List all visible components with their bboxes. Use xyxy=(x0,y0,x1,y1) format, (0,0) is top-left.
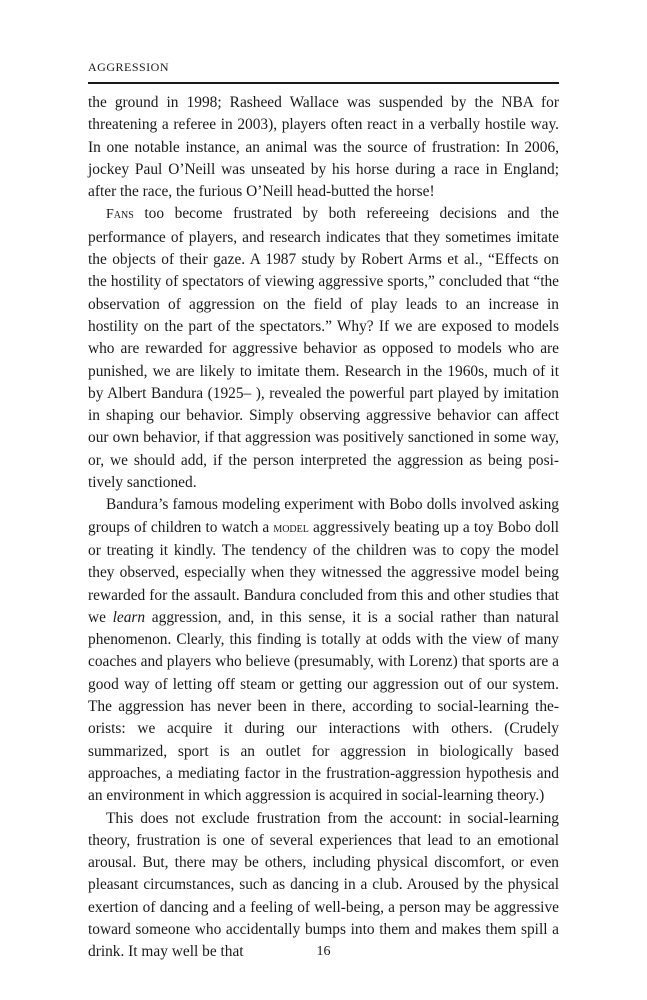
page-number: 16 xyxy=(316,944,331,959)
paragraph-1 xyxy=(88,92,559,203)
body-text xyxy=(88,92,559,964)
paragraph-2 xyxy=(88,203,559,494)
book-page xyxy=(88,60,559,964)
text-run: Bandura’s famous modeling experiment with Bobo dolls involved asking groups of children to watch a xyxy=(88,496,559,536)
text-run: This does not exclude frustration from the account: in social-learning theory, frustration is one of several experiences that lead to an emotional arousal. But, there may be others, including physical discomfort, or even pleasant circumstances, such as dancing in a club. Aroused by the physical exertion of dancing and a feeling of well-being, a person may be aggressive toward someone who accidentally bumps into them and makes them spill a drink. It may well be that xyxy=(88,809,559,961)
smallcaps-term: model xyxy=(273,520,309,536)
text-run: the ground in 1998; Rasheed Wallace was suspended by the NBA for threatening a referee in 2003), players often react in a verbally hostile way. In one notable instance, an animal was the source of frustration: In 2006, jockey Paul O’Neill was unseated by his horse during a race in England; after the race, the furious O’Neill head-butted the horse! xyxy=(88,94,559,201)
running-head: AGGRESSION xyxy=(88,60,559,84)
text-run: too become frustrated by both refereeing decisions and the performance of players, and research indicates that they sometimes imitate the objects of their gaze. A 1987 study by Robert Arms et al., “Effects on the hostility of spectators of viewing aggressive sports,” concluded that “the observation of aggression on the field of play leads to an increase in hostility on the part of the spectators.” Why? If we are exposed to models who are rewarded for aggressive behavior as opposed to models who are punished, we are likely to imitate them. Research in the 1960s, much of it by Albert Bandura (1925– ), revealed the powerful part played by imitation in shaping our behavior. Simply observing aggressive behavior can affect our own behavior, if that aggression was positively sanctioned in some way, or, we should add, if the person interpreted the aggression as being positively sanctioned. xyxy=(88,205,559,492)
italic-term: learn xyxy=(112,608,146,626)
paragraph-3 xyxy=(88,494,559,807)
text-run: aggressively beating up a toy Bobo doll or treating it kindly. The tendency of the children was to copy the model they observed, especially when they witnessed the aggressive model being rewarded for the assault. Bandura concluded from this and other studies that we xyxy=(88,518,559,626)
smallcaps-term: Fans xyxy=(106,207,134,223)
text-run: aggression, and, in this sense, it is a social rather than natural phenomenon. Clearly, this finding is totally at odds with the view of many coaches and players who believe (presumably, with Lorenz) that sports are a good way of letting off steam or getting our aggression out of our system. The aggression has never been in there, according to social-learning theorists: we acquire it during our interactions with others. (Crudely summarized, sport is an outlet for aggression in biologically based approaches, a mediating factor in the frustration-aggression hypothesis and an environment in which aggression is acquired in social-learning theory.) xyxy=(88,608,559,805)
paragraph-4 xyxy=(88,808,559,964)
